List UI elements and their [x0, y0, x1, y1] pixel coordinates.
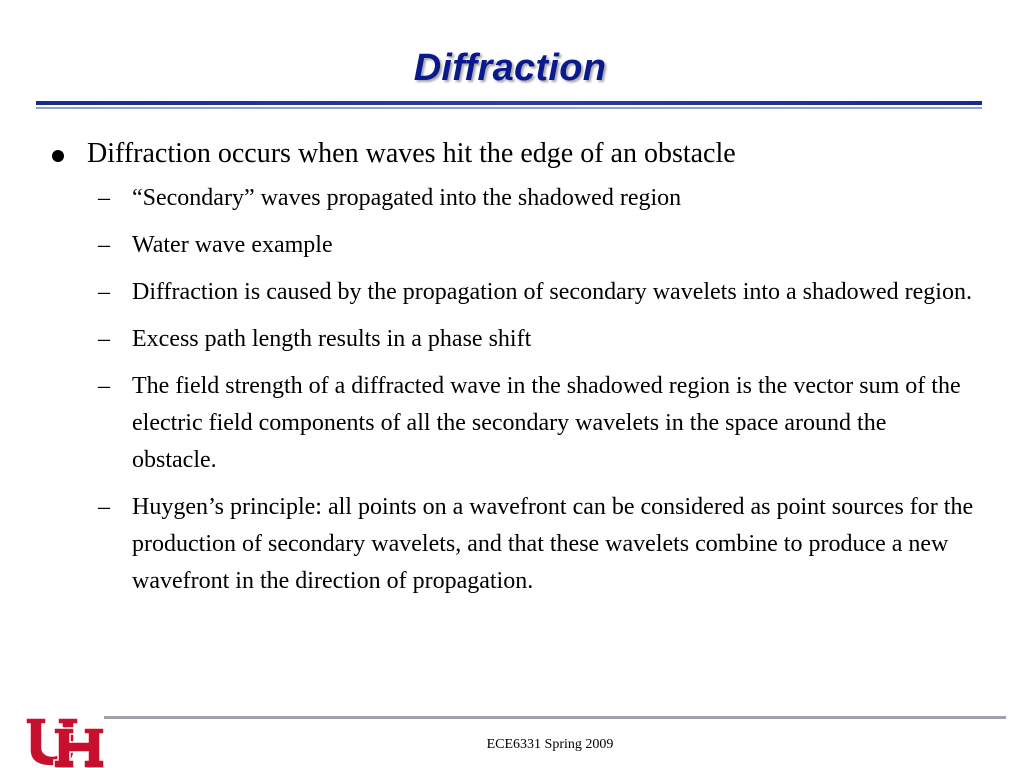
sub-bullet-list [96, 180, 976, 610]
sub-bullet-text: “Secondary” waves propagated into the shadowed region [132, 185, 682, 211]
main-bullet-text: Diffraction occurs when waves hit the edge of an obstacle [87, 138, 736, 169]
sub-bullet-text: Water wave example [132, 232, 333, 258]
bullet-dot-icon [52, 150, 64, 162]
sub-bullet-item [96, 368, 976, 479]
sub-bullet-text: The field strength of a diffracted wave in the shadowed region is the vector sum of the electric field components of all the secondary wavelets in the space around the obstacle. [132, 373, 961, 473]
sub-bullet-item [96, 180, 976, 217]
sub-bullet-text: Excess path length results in a phase shift [132, 326, 532, 352]
dash-icon: – [98, 279, 110, 305]
dash-icon: – [98, 373, 110, 399]
dash-icon: – [98, 232, 110, 258]
sub-bullet-item [96, 489, 976, 600]
sub-bullet-item [96, 321, 976, 358]
slide-title: Diffraction [413, 47, 607, 89]
sub-bullet-item [96, 274, 976, 311]
sub-bullet-item [96, 227, 976, 264]
dash-icon: – [98, 326, 110, 352]
footer-divider [104, 716, 1006, 719]
footer-text: ECE6331 Spring 2009 [486, 737, 614, 752]
sub-bullet-text: Huygen’s principle: all points on a wavefront can be considered as point sources for the production of secondary wavelets, and that these wavelets combine to produce a new wavefront in the direction of propagation. [132, 494, 974, 594]
dash-icon: – [98, 185, 110, 211]
dash-icon: – [98, 494, 110, 520]
sub-bullet-text: Diffraction is caused by the propagation of secondary wavelets into a shadowed region. [132, 279, 972, 305]
